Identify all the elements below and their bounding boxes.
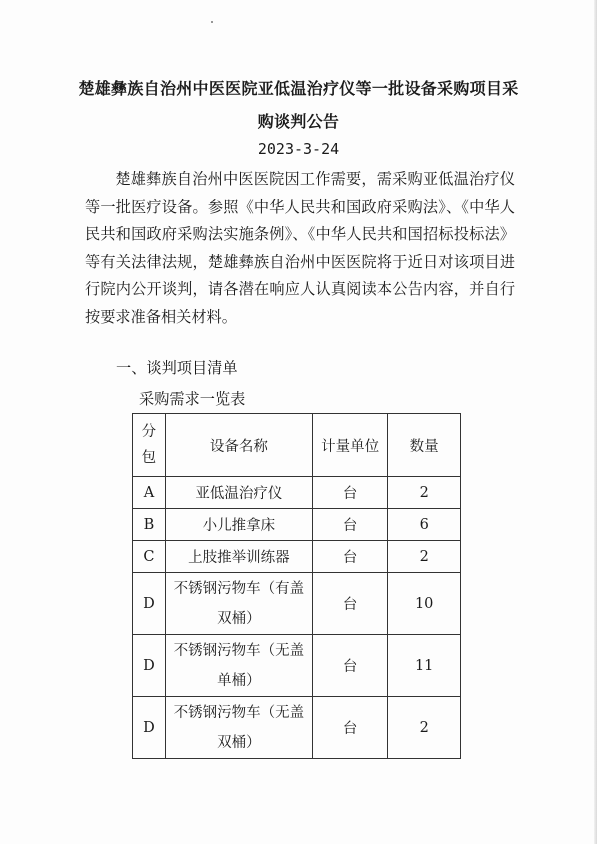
header-package: 分包 [133, 414, 166, 477]
cell-equipment-name [165, 635, 312, 697]
cell-unit: 台 [312, 697, 388, 759]
cell-quantity: 2 [388, 541, 461, 573]
scan-speck [211, 21, 213, 23]
table-row [133, 573, 461, 635]
table-row [133, 541, 461, 573]
cell-unit: 台 [312, 573, 388, 635]
cell-equipment-name: 小儿推拿床 [165, 509, 312, 541]
cell-unit: 台 [312, 509, 388, 541]
cell-quantity: 2 [388, 697, 461, 759]
cell-unit: 台 [312, 477, 388, 509]
equipment-name-text: 不锈钢污物车（无盖双桶） [173, 704, 305, 751]
cell-equipment-name: 上肢推举训练器 [165, 541, 312, 573]
header-unit: 计量单位 [312, 414, 388, 477]
cell-equipment-name: 亚低温治疗仪 [165, 477, 312, 509]
announcement-date: 2023-3-24 [257, 140, 340, 158]
equipment-name-text: 不锈钢污物车（有盖双桶） [173, 580, 305, 627]
cell-unit: 台 [312, 635, 388, 697]
cell-quantity: 10 [388, 573, 461, 635]
table-row [133, 697, 461, 759]
cell-unit: 台 [312, 541, 388, 573]
cell-package: D [133, 573, 166, 635]
cell-package: D [133, 697, 166, 759]
cell-quantity: 2 [388, 477, 461, 509]
table-row [133, 509, 461, 541]
title-line-1: 楚雄彝族自治州中医医院亚低温治疗仪等一批设备采购项目采 [78, 79, 519, 98]
cell-package: D [133, 635, 166, 697]
intro-paragraph: 楚雄彝族自治州中医医院因工作需要，需采购亚低温治疗仪等一批医疗设备。参照《中华人民共和国政府采购法》、《中华人民共和国政府采购法实施条例》、《中华人民共和国招标投标法》等有关法律法规，楚雄彝族自治州中医医院将于近日对该项目进行院内公开谈判，请各潜在响应人认真阅读本公告内容，并自行按要求准备相关材料。 [85, 170, 515, 326]
cell-package: C [133, 541, 166, 573]
cell-equipment-name [165, 573, 312, 635]
table-row [133, 635, 461, 697]
table-header-row [133, 414, 461, 477]
cell-package: B [133, 509, 166, 541]
table-caption: 采购需求一览表 [139, 390, 246, 408]
document-title [60, 72, 537, 138]
section-heading-project-list: 一、谈判项目清单 [116, 359, 238, 377]
header-equipment-name: 设备名称 [165, 414, 312, 477]
cell-quantity: 11 [388, 635, 461, 697]
table-row [133, 477, 461, 509]
cell-package: A [133, 477, 166, 509]
cell-equipment-name [165, 697, 312, 759]
header-quantity: 数量 [388, 414, 461, 477]
cell-quantity: 6 [388, 509, 461, 541]
equipment-name-text: 不锈钢污物车（无盖单桶） [173, 642, 305, 689]
title-line-2: 购谈判公告 [257, 112, 340, 131]
procurement-requirements-table [132, 413, 461, 759]
